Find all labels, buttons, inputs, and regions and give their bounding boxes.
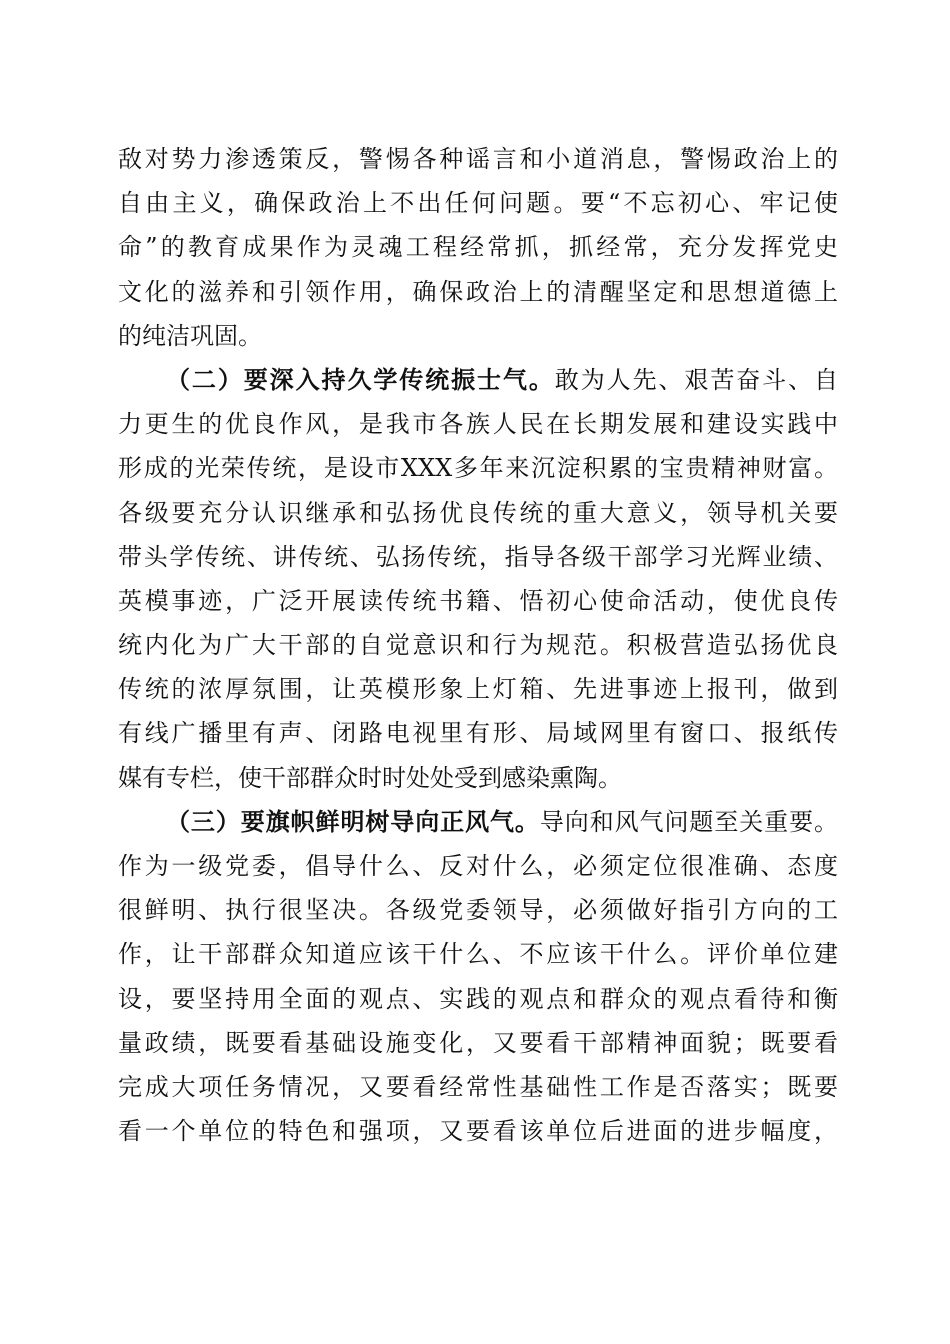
text-line: 自由主义，确保政治上不出任何问题。要“不忘初心、牢记使 [118, 189, 838, 218]
text-line: 很鲜明、执行很坚决。各级党委领导，必须做好指引方向的工 [118, 896, 838, 925]
text-run: 导向和风气问题至关重要。 [539, 807, 839, 836]
text-line: 形成的光荣传统，是设市XXX多年来沉淀积累的宝贵精神财富。 [118, 454, 838, 483]
paragraph-first-line [118, 358, 838, 402]
text-line: 文化的滋养和引领作用，确保政治上的清醒坚定和思想道德上 [118, 277, 838, 306]
text-run: 敢为人先、艰苦奋斗、自 [554, 365, 839, 394]
paragraph-section-2 [118, 358, 838, 800]
text-line: 英模事迹，广泛开展读传统书籍、悟初心使命活动，使优良传 [118, 586, 838, 615]
paragraph-section-3 [118, 800, 838, 1154]
text-line: 传统的浓厚氛围，让英模形象上灯箱、先进事迹上报刊，做到 [118, 675, 838, 704]
text-line: 完成大项任务情况，又要看经常性基础性工作是否落实；既要 [118, 1072, 838, 1101]
document-body [118, 137, 838, 1153]
text-line: 统内化为广大干部的自觉意识和行为规范。积极营造弘扬优良 [118, 631, 838, 660]
text-line: 各级要充分认识继承和弘扬优良传统的重大意义，领导机关要 [118, 498, 838, 527]
text-line: 作，让干部群众知道应该干什么、不应该干什么。评价单位建 [118, 940, 838, 969]
text-line: 有线广播里有声、闭路电视里有形、局域网里有窗口、报纸传 [118, 719, 838, 748]
text-line: 设，要坚持用全面的观点、实践的观点和群众的观点看待和衡 [118, 984, 838, 1013]
text-line: 命”的教育成果作为灵魂工程经常抓，抓经常，充分发挥党史 [118, 233, 838, 262]
text-line: 的纯洁巩固。 [118, 321, 262, 350]
text-line: 敌对势力渗透策反，警惕各种谣言和小道消息，警惕政治上的 [118, 145, 838, 173]
section-heading: （二）要深入持久学传统振士气。 [166, 364, 555, 394]
text-line: 媒有专栏，使干部群众时时处处受到感染熏陶。 [118, 763, 622, 792]
paragraph-continuation [118, 137, 838, 358]
text-line: 带头学传统、讲传统、弘扬传统，指导各级干部学习光辉业绩、 [118, 542, 838, 571]
text-line: 看一个单位的特色和强项，又要看该单位后进面的进步幅度， [118, 1117, 838, 1146]
paragraph-first-line [118, 800, 838, 844]
text-line: 作为一级党委，倡导什么、反对什么，必须定位很准确、态度 [118, 852, 838, 880]
text-line: 力更生的优良作风，是我市各族人民在长期发展和建设实践中 [118, 410, 838, 439]
text-line: 量政绩，既要看基础设施变化，又要看干部精神面貌；既要看 [118, 1028, 838, 1057]
section-heading: （三）要旗帜鲜明树导向正风气。 [166, 806, 540, 836]
